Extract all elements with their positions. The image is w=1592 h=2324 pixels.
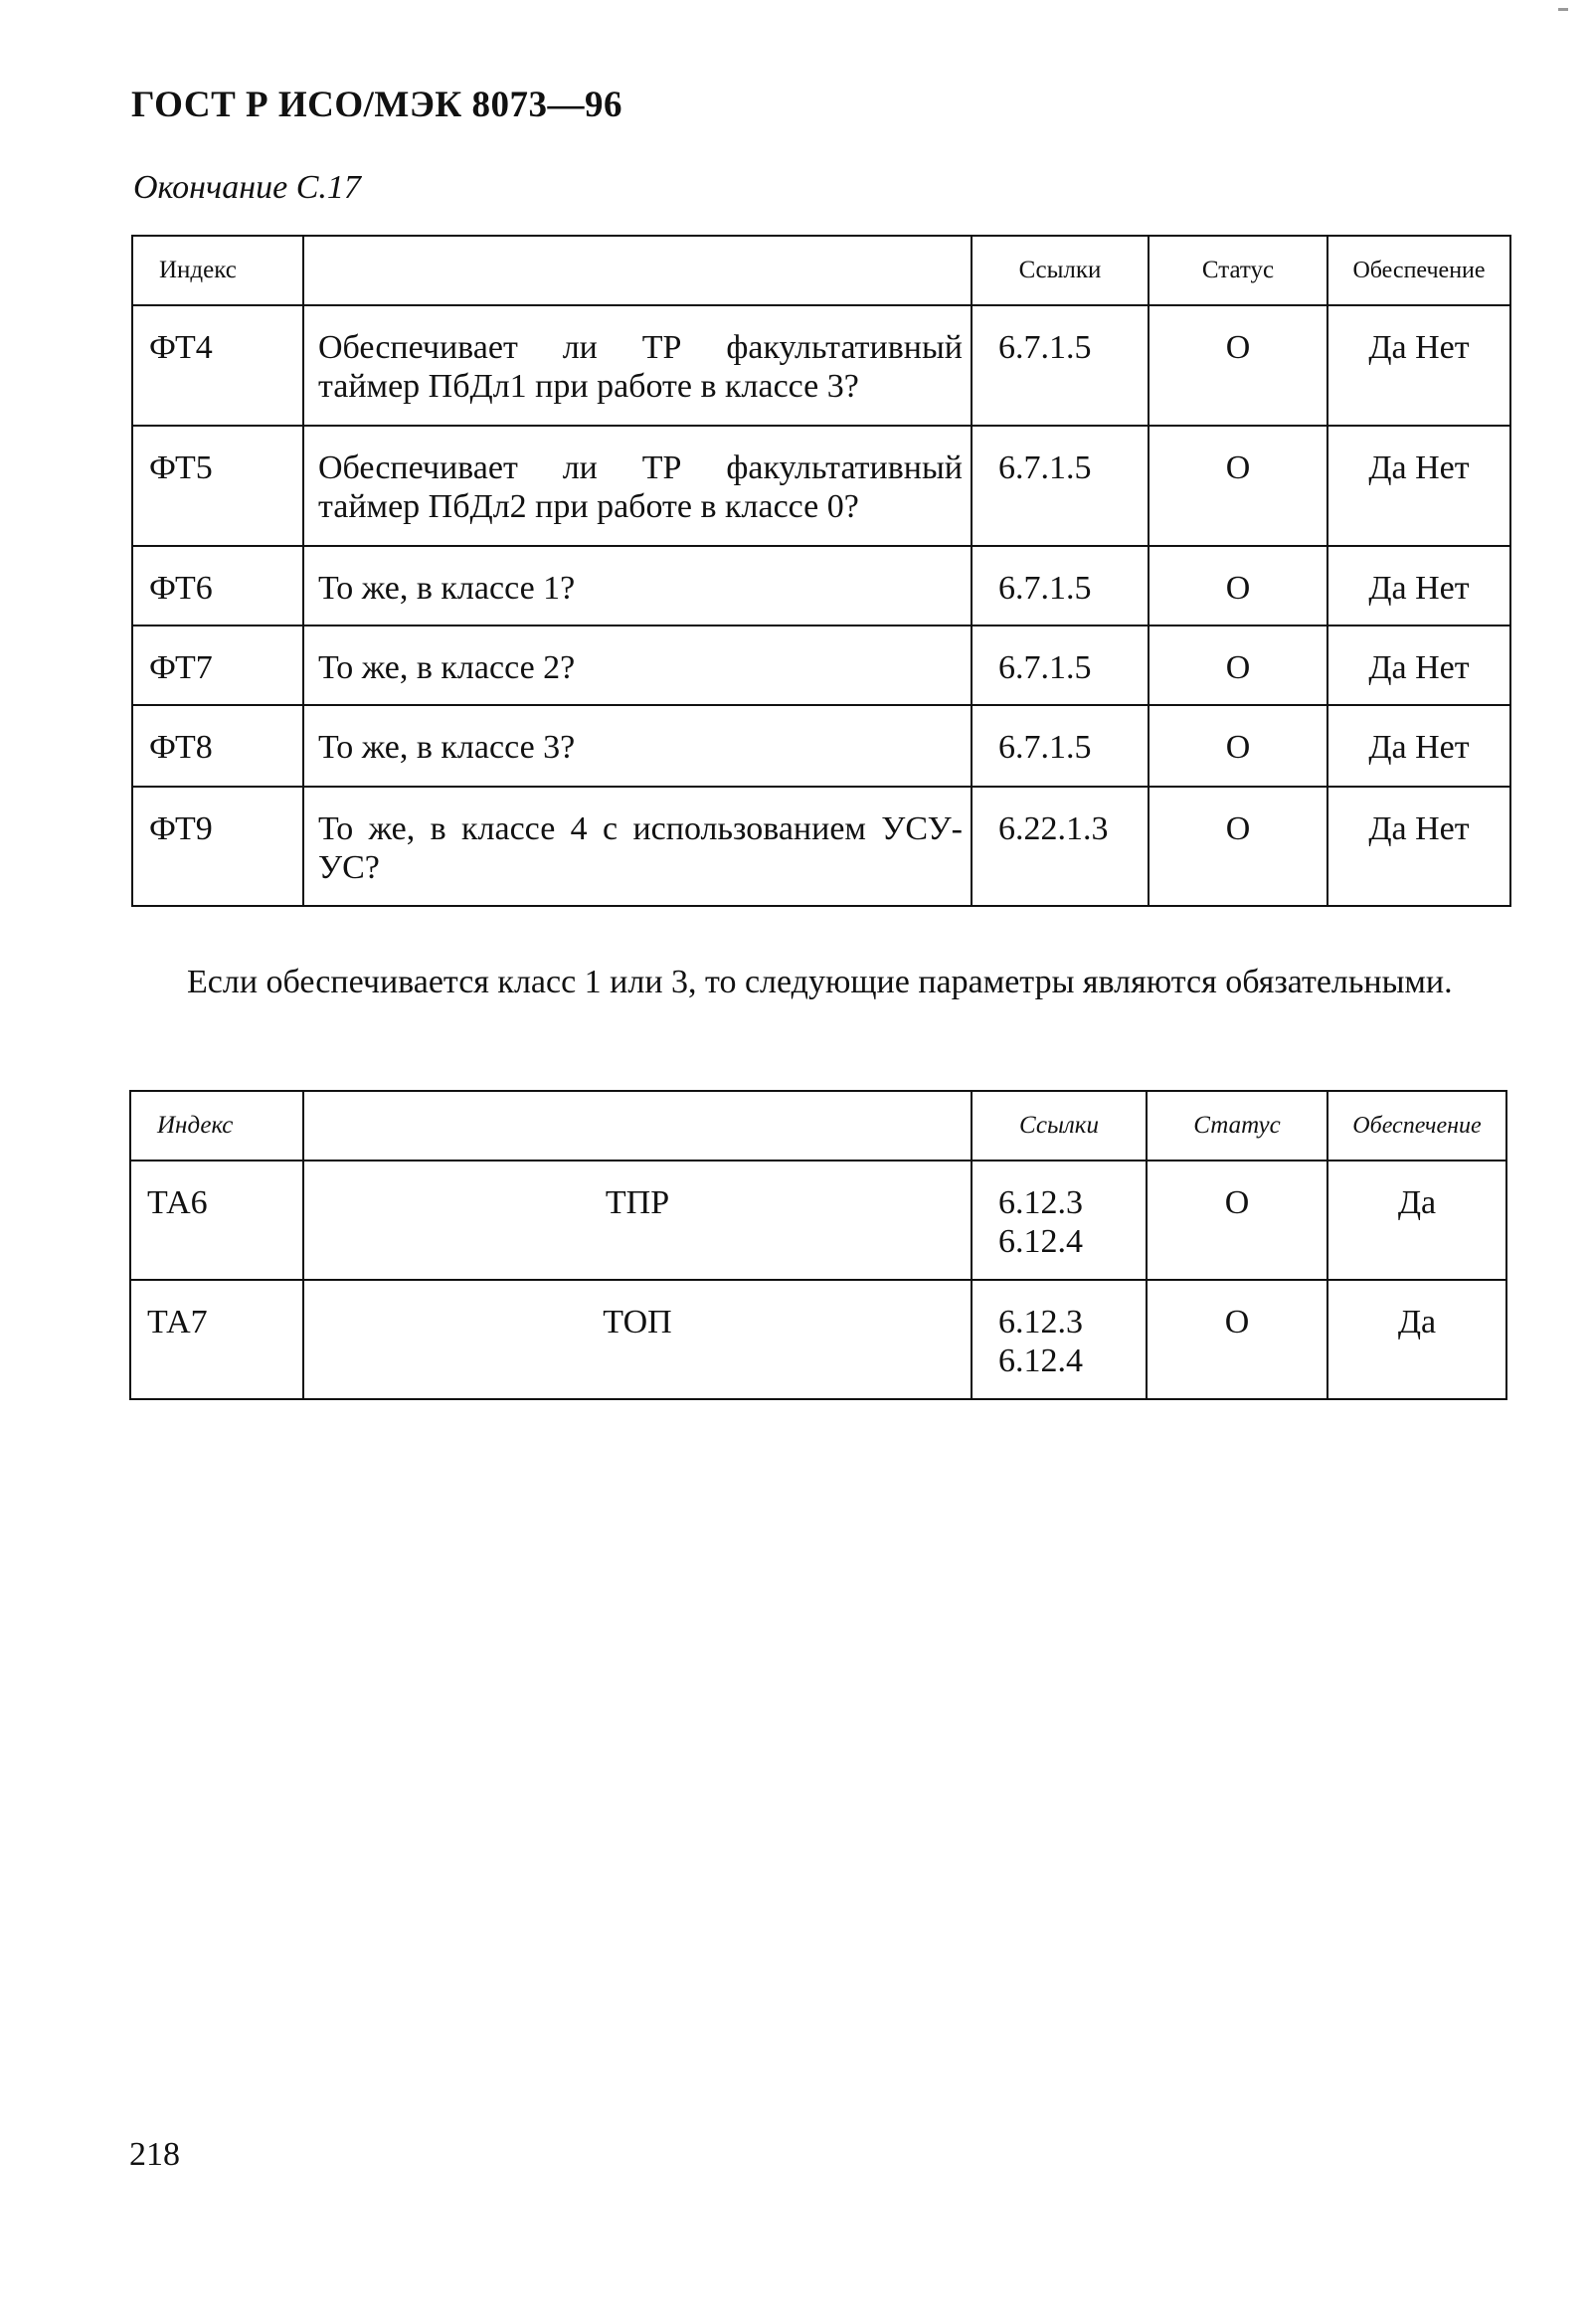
row-index: ФТ5 xyxy=(149,449,213,486)
table-row xyxy=(132,787,1510,906)
row-provision: Да Нет xyxy=(1368,729,1470,766)
row-provision: Да xyxy=(1397,1184,1437,1221)
requirements-table-2 xyxy=(129,1090,1507,1400)
row-provision: Да Нет xyxy=(1368,570,1470,607)
row-ref: 6.12.4 xyxy=(998,1342,1083,1379)
column-header-question xyxy=(303,1091,972,1161)
row-provision: Да Нет xyxy=(1368,649,1470,686)
column-header-status: Статус xyxy=(1149,236,1327,305)
row-refs: 6.7.1.5 xyxy=(998,449,1092,486)
table-row xyxy=(130,1280,1506,1399)
row-index: ТА7 xyxy=(147,1304,208,1341)
document-title: ГОСТ Р ИСО/МЭК 8073—96 xyxy=(131,85,623,125)
row-status: О xyxy=(1225,449,1251,486)
row-question: Обеспечивает ли ТР факультативный таймер ПбДл1 при работе в классе 3? xyxy=(318,329,963,405)
row-status: О xyxy=(1225,810,1251,847)
column-header-question xyxy=(303,236,972,305)
table-note: Если обеспечивается класс 1 или 3, то следующие параметры являются обязательными. xyxy=(187,964,1453,1000)
table-row xyxy=(132,626,1510,705)
row-index: ФТ4 xyxy=(149,329,213,366)
row-status: О xyxy=(1224,1304,1250,1341)
row-provision: Да xyxy=(1397,1304,1437,1341)
table-row xyxy=(132,705,1510,787)
row-ref: 6.12.4 xyxy=(998,1223,1083,1260)
row-refs: 6.7.1.5 xyxy=(998,729,1092,766)
row-question: Обеспечивает ли ТР факультативный таймер ПбДл2 при работе в классе 0? xyxy=(318,449,963,525)
row-index: ТА6 xyxy=(147,1184,208,1221)
row-question: То же, в классе 3? xyxy=(318,729,576,766)
row-index: ФТ9 xyxy=(149,810,213,847)
row-refs: 6.22.1.3 xyxy=(998,810,1109,847)
row-status: О xyxy=(1224,1184,1250,1221)
table-header-row xyxy=(132,236,1510,305)
column-header-status: Статус xyxy=(1147,1091,1327,1161)
page-number: 218 xyxy=(129,2136,180,2173)
column-header-refs: Ссылки xyxy=(972,236,1149,305)
row-refs: 6.7.1.5 xyxy=(998,649,1092,686)
row-index: ФТ8 xyxy=(149,729,213,766)
table-row xyxy=(130,1161,1506,1280)
column-header-provision: Обеспечение xyxy=(1327,236,1510,305)
table-header-row xyxy=(130,1091,1506,1161)
row-question: То же, в классе 2? xyxy=(318,649,576,686)
row-index: ФТ7 xyxy=(149,649,213,686)
column-header-provision: Обеспечение xyxy=(1327,1091,1506,1161)
scan-mark xyxy=(1558,8,1568,11)
row-ref: 6.12.3 xyxy=(998,1184,1083,1221)
row-provision: Да Нет xyxy=(1368,449,1470,486)
row-status: О xyxy=(1225,570,1251,607)
row-question: То же, в классе 1? xyxy=(318,570,576,607)
table-row xyxy=(132,426,1510,546)
row-parameter: ТОП xyxy=(603,1304,672,1341)
row-refs: 6.7.1.5 xyxy=(998,570,1092,607)
table-row xyxy=(132,305,1510,426)
column-header-refs: Ссылки xyxy=(972,1091,1147,1161)
row-status: О xyxy=(1225,649,1251,686)
row-index: ФТ6 xyxy=(149,570,213,607)
row-ref: 6.12.3 xyxy=(998,1304,1083,1341)
row-status: О xyxy=(1225,329,1251,366)
table-caption: Окончание С.17 xyxy=(133,169,361,206)
row-provision: Да Нет xyxy=(1368,810,1470,847)
table-row xyxy=(132,546,1510,626)
row-provision: Да Нет xyxy=(1368,329,1470,366)
row-refs: 6.7.1.5 xyxy=(998,329,1092,366)
requirements-table-1 xyxy=(131,235,1511,907)
row-status: О xyxy=(1225,729,1251,766)
row-question: То же, в классе 4 с использованием УСУ-УС? xyxy=(318,810,963,886)
column-header-index: Индекс xyxy=(130,1091,303,1161)
column-header-index: Индекс xyxy=(132,236,303,305)
row-parameter: ТПР xyxy=(605,1184,670,1221)
